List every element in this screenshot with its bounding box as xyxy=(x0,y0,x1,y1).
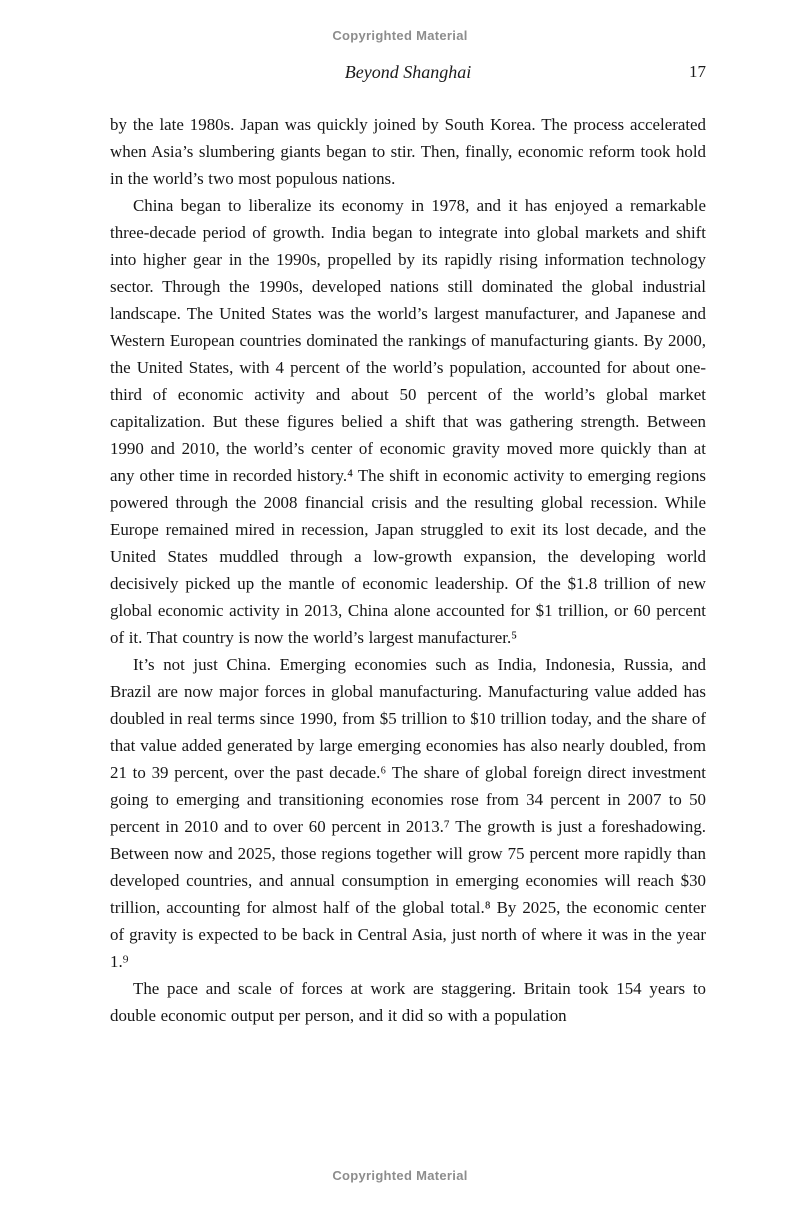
running-header xyxy=(110,62,706,86)
body-paragraph-3: It’s not just China. Emerging economies such as India, Indonesia, Russia, and Brazil are now major forces in global manufacturing. Manufacturing value added has doubled in real terms since 1990, from $5 trillion to $10 trillion today, and the share of that value added generated by large emerging economies has also nearly doubled, from 21 to 39 percent, over the past decade.⁶ The share of global foreign direct investment going to emerging and transitioning economies rose from 34 percent in 2007 to 50 percent in 2010 and to over 60 percent in 2013.⁷ The growth is just a foreshadowing. Between now and 2025, those regions together will grow 75 percent more rapidly than developed countries, and annual consumption in emerging economies will reach $30 trillion, accounting for almost half of the global total.⁸ By 2025, the economic center of gravity is expected to be back in Central Asia, just north of where it was in the year 1.⁹ xyxy=(110,655,706,971)
body-paragraph-2: China began to liberalize its economy in 1978, and it has enjoyed a remarkable three-decade period of growth. India began to integrate into global markets and shift into higher gear in the 1990s, propelled by its rapidly rising information technology sector. Through the 1990s, developed nations still dominated the global industrial landscape. The United States was the world’s largest manufacturer, and Japanese and Western European countries dominated the rankings of manufacturing giants. By 2000, the United States, with 4 percent of the world’s population, accounted for about one-third of economic activity and about 50 percent of the world’s global market capitalization. But these figures belied a shift that was gathering strength. Between 1990 and 2010, the world’s center of economic gravity moved more quickly than at any other time in recorded history.⁴ The shift in economic activity to emerging regions powered through the 2008 financial crisis and the resulting global recession. While Europe remained mired in recession, Japan struggled to exit its lost decade, and the United States muddled through a low-growth expansion, the developing world decisively picked up the mantle of economic leadership. Of the $1.8 trillion of new global economic activity in 2013, China alone accounted for $1 trillion, or 60 percent of it. That country is now the world’s largest manufacturer.⁵ xyxy=(110,196,706,647)
body-paragraph-4: The pace and scale of forces at work are staggering. Britain took 154 years to double economic output per person, and it did so with a population xyxy=(110,979,706,1025)
copyright-notice-bottom: Copyrighted Material xyxy=(332,1168,468,1183)
page-body xyxy=(110,111,706,1029)
running-header-title: Beyond Shanghai xyxy=(344,62,472,82)
page-number: 17 xyxy=(689,62,706,81)
copyright-notice-top: Copyrighted Material xyxy=(332,28,468,43)
body-paragraph-1: by the late 1980s. Japan was quickly joined by South Korea. The process accelerated when Asia’s slumbering giants began to stir. Then, finally, economic reform took hold in the world’s two most populous nations. xyxy=(110,115,706,188)
